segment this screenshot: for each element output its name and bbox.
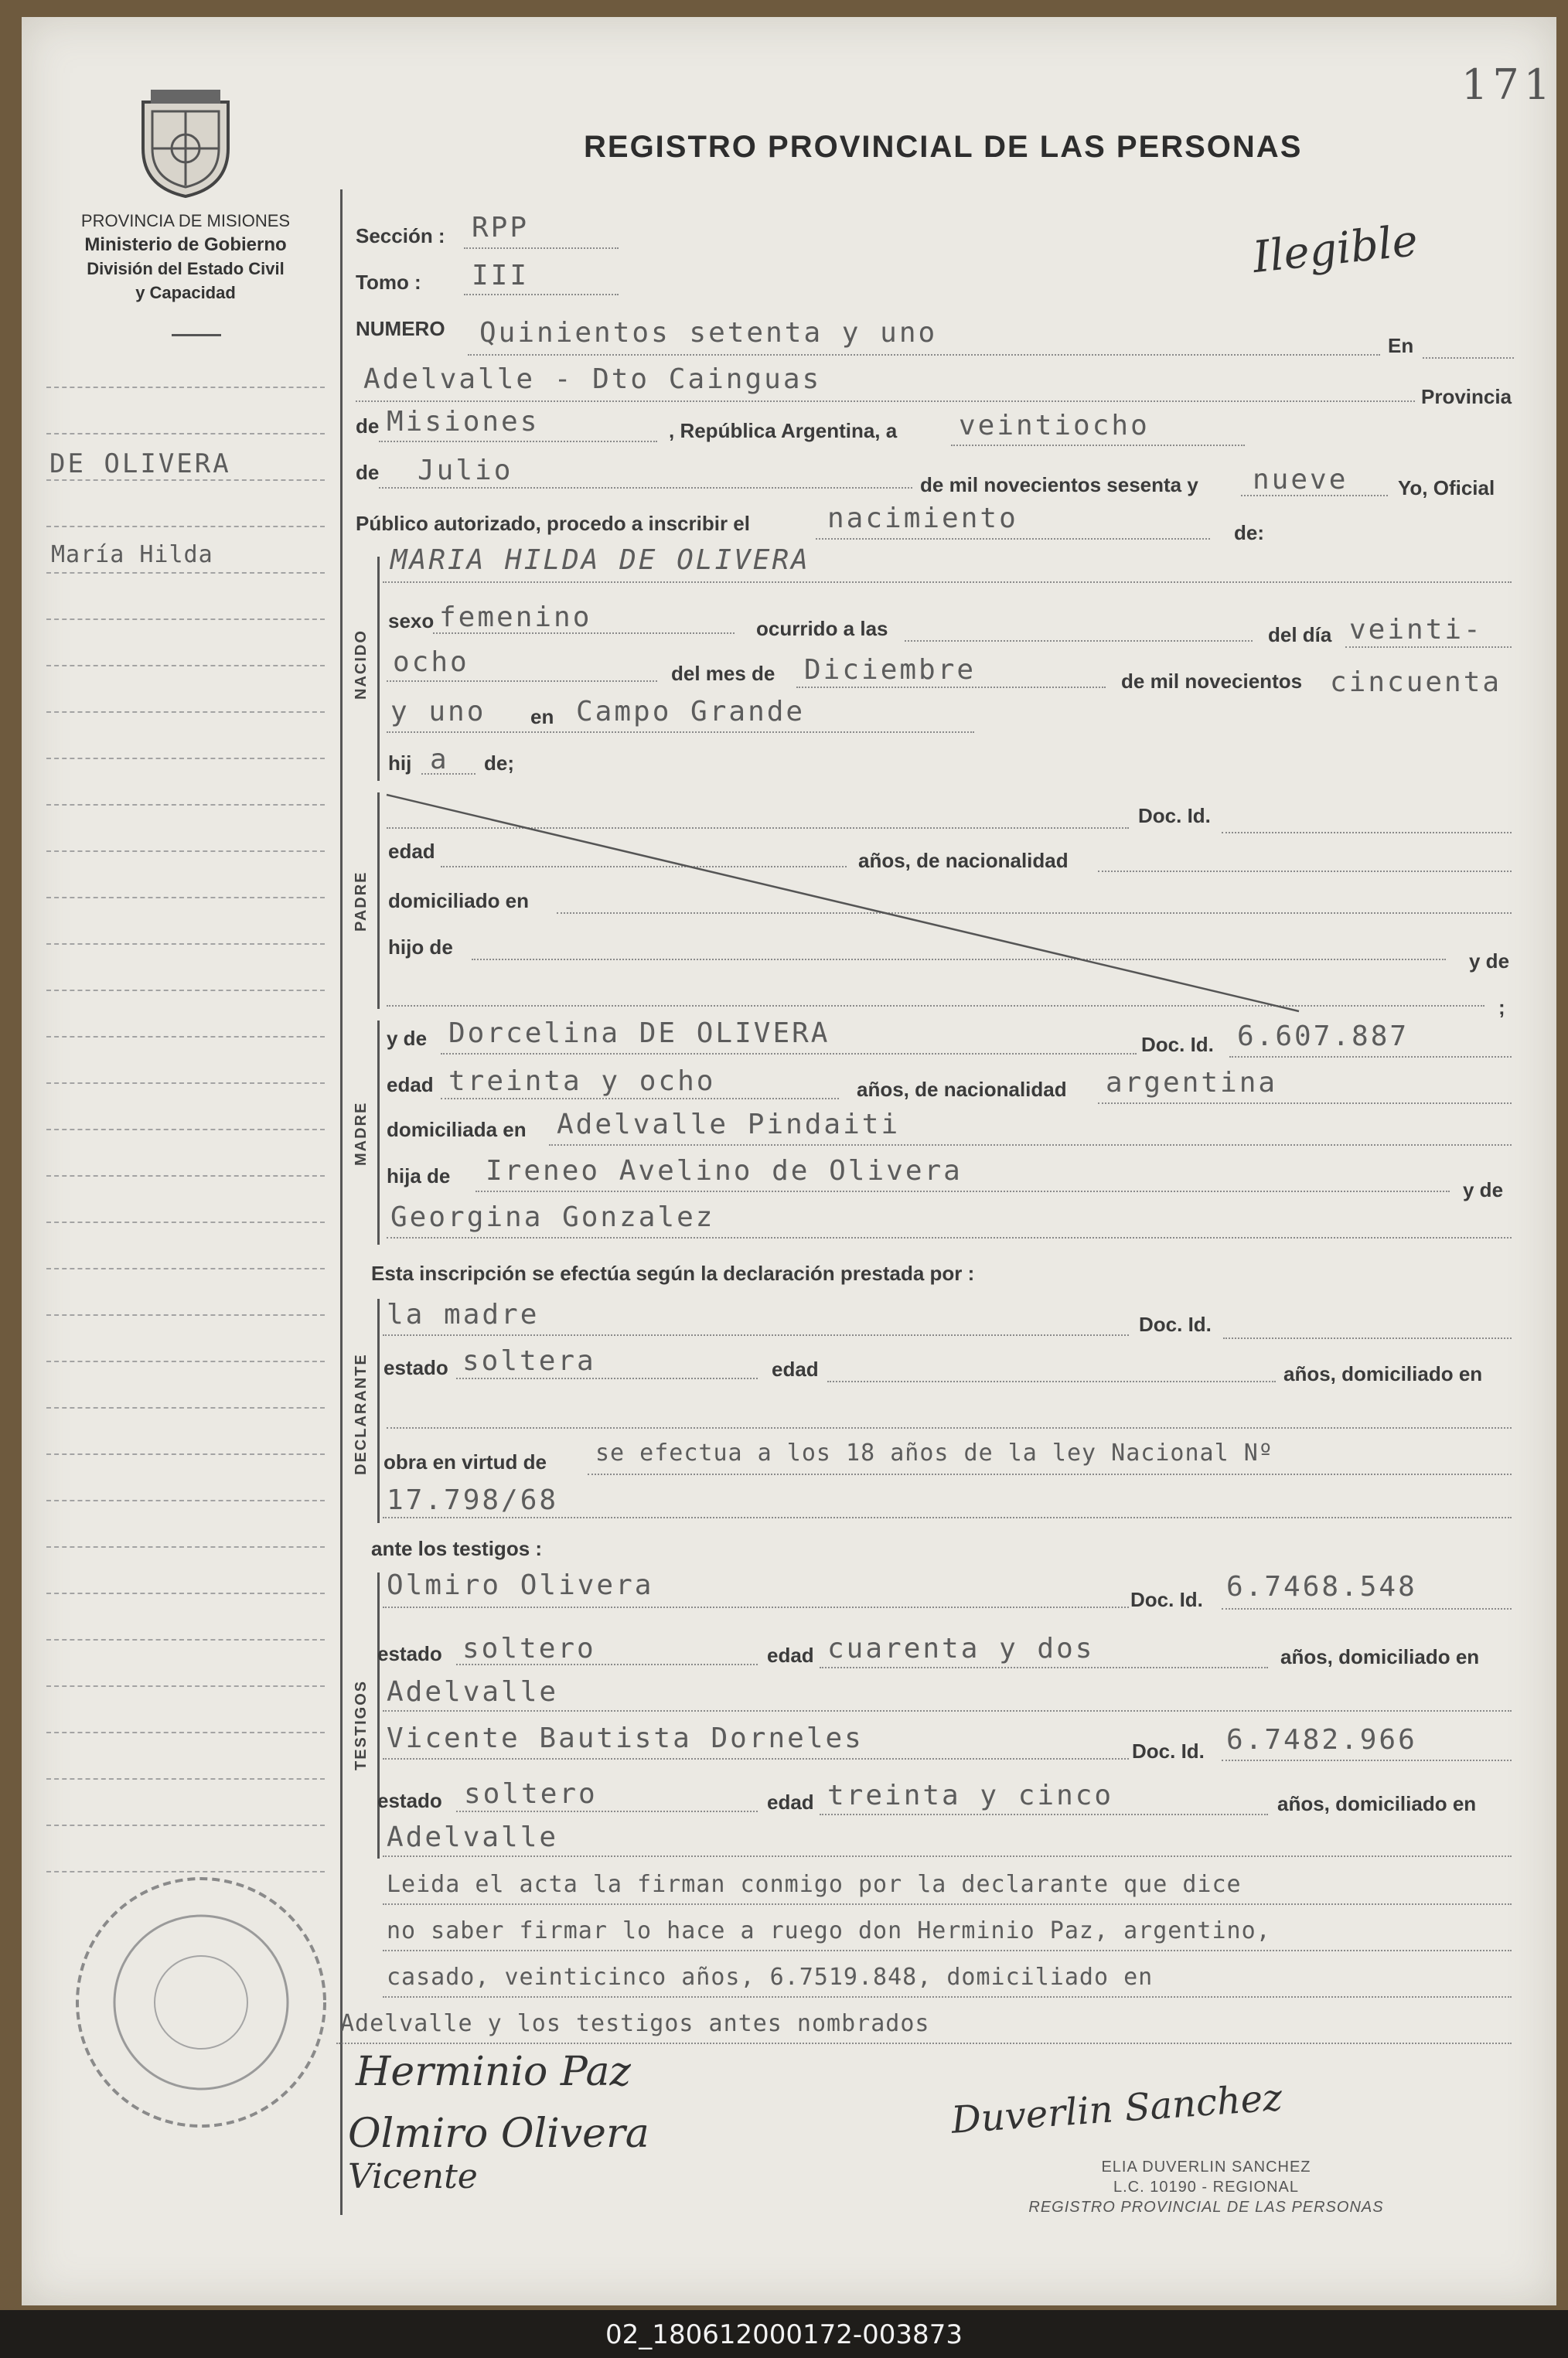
numero-label: NUMERO [356, 317, 445, 340]
note-line-2: no saber firmar lo hace a ruego don Herminio Paz, argentino, [387, 1917, 1271, 1944]
declarante-nombre: la madre [387, 1299, 540, 1331]
republica-label: , República Argentina, a [669, 419, 898, 442]
madre-yde2-label: y de [1463, 1178, 1504, 1201]
note-line-4: Adelvalle y los testigos antes nombrados [340, 2010, 930, 2037]
page-title: REGISTRO PROVINCIAL DE LAS PERSONAS [584, 130, 1303, 164]
nacido-mes-value: Diciembre [804, 654, 977, 686]
testigo1-estado: soltero [462, 1633, 596, 1665]
seccion-label: Sección : [356, 224, 445, 247]
madre-nac-label: años, de nacionalidad [857, 1078, 1067, 1101]
declarante-intro: Esta inscripción se efectúa según la declaración prestada por : [371, 1262, 975, 1285]
official-signature: Duverlin Sanchez [949, 2076, 1284, 2142]
madre-nac-value: argentina [1106, 1067, 1278, 1099]
signature-3: Vicente [348, 2157, 478, 2196]
madre-name: Dorcelina DE OLIVERA [448, 1017, 830, 1049]
testigos-bracket [377, 1573, 380, 1859]
anio-label: de mil novecientos sesenta y [920, 473, 1198, 496]
official-stamp [1028, 2157, 1384, 2217]
en-label: En [1388, 334, 1414, 357]
testigo2-edad: treinta y cinco [827, 1780, 1114, 1811]
madre-bracket [377, 1021, 380, 1245]
testigos-intro: ante los testigos : [371, 1537, 543, 1560]
madre-madre-value: Georgina Gonzalez [390, 1201, 715, 1233]
mil-label: de mil novecientos [1121, 670, 1303, 693]
madre-dom-value: Adelvalle Pindaiti [557, 1109, 901, 1140]
sexo-value: femenino [439, 601, 592, 633]
madre-dom-label: domiciliada en [387, 1118, 527, 1141]
testigo1-edad-label: edad [767, 1644, 814, 1667]
testigo1-name: Olmiro Olivera [387, 1569, 654, 1601]
sexo-label: sexo [388, 609, 435, 632]
madre-edad-label: edad [387, 1073, 434, 1096]
madre-doc-value: 6.607.887 [1237, 1021, 1409, 1052]
official-dni: L.C. 10190 - REGIONAL [1113, 2179, 1299, 2196]
padre-nac-label: años, de nacionalidad [858, 849, 1069, 872]
handwritten-scribble: Ilegible [1250, 216, 1420, 283]
declarante-obra-value-2: 17.798/68 [387, 1484, 559, 1516]
agency-ministry: Ministerio de Gobierno [84, 234, 287, 255]
hij-value: a [430, 744, 449, 775]
dia-value: veintiocho [959, 410, 1150, 441]
hij-label: hij [388, 751, 412, 775]
declarante-edad-label: edad [772, 1358, 819, 1381]
nacido-dia-value-1: veinti- [1349, 614, 1483, 646]
de-label: de [356, 414, 380, 438]
padre-semicolon: ; [1498, 996, 1505, 1019]
anio-value: nueve [1253, 464, 1348, 496]
signature-1: Herminio Paz [356, 2049, 631, 2095]
declarante-doc-label: Doc. Id. [1139, 1313, 1212, 1336]
testigo2-doc-label: Doc. Id. [1132, 1740, 1205, 1763]
declarante-dom-label: años, domiciliado en [1283, 1362, 1483, 1385]
testigo1-doc-label: Doc. Id. [1130, 1588, 1203, 1611]
testigo1-edad: cuarenta y dos [827, 1633, 1095, 1665]
padre-dom-label: domiciliado en [388, 889, 530, 912]
testigo2-doc: 6.7482.966 [1226, 1724, 1417, 1756]
publico-label: Público autorizado, procedo a inscribir el [356, 512, 750, 535]
padre-hijo-label: hijo de [388, 935, 453, 959]
nacido-de-label: de; [484, 751, 514, 775]
nacido-anio-value-1: cincuenta [1330, 666, 1502, 698]
padre-doc-label: Doc. Id. [1138, 804, 1211, 827]
testigo2-edad-label: edad [767, 1791, 814, 1814]
numero-value: Quinientos setenta y uno [479, 317, 938, 349]
madre-hija-label: hija de [387, 1164, 451, 1188]
testigo2-dom-label: años, domiciliado en [1277, 1792, 1477, 1815]
testigos-section-label: TESTIGOS [353, 1679, 370, 1770]
nacido-dia-value-2: ocho [393, 646, 469, 678]
testigo2-name: Vicente Bautista Dorneles [387, 1722, 864, 1754]
nacido-anio-value-2: y uno [390, 696, 486, 728]
padre-section-label: PADRE [353, 871, 370, 932]
padre-edad-label: edad [388, 840, 435, 863]
ocurrido-label: ocurrido a las [756, 617, 888, 640]
agency-capacity: y Capacidad [135, 283, 236, 302]
testigo1-estado-label: estado [377, 1642, 442, 1665]
del-dia-label: del día [1268, 623, 1332, 646]
note-line-1: Leida el acta la firman conmigo por la declarante que dice [387, 1871, 1242, 1898]
declarante-estado-value: soltera [462, 1345, 596, 1377]
provincia-value: Misiones [387, 406, 540, 438]
testigo1-dom: Adelvalle [387, 1676, 559, 1708]
declarante-estado-label: estado [383, 1356, 448, 1379]
circular-stamp-icon [70, 1871, 332, 2134]
padre-yde-label: y de [1469, 949, 1510, 973]
provincia-label: Provincia [1421, 385, 1512, 408]
tomo-label: Tomo : [356, 271, 421, 294]
page-number: 171 [1461, 60, 1556, 109]
acto-value: nacimiento [827, 503, 1018, 534]
testigo2-estado: soltero [464, 1778, 598, 1810]
tomo-value: III [472, 260, 530, 291]
lugar-value: Campo Grande [576, 696, 806, 728]
agency-division: División del Estado Civil [87, 259, 285, 278]
testigo2-dom: Adelvalle [387, 1821, 559, 1853]
note-line-3: casado, veinticinco años, 6.7519.848, domiciliado en [387, 1964, 1154, 1991]
official-name: ELIA DUVERLIN SANCHEZ [1101, 2159, 1311, 2176]
madre-yde-label: y de [387, 1027, 428, 1050]
seccion-value: RPP [472, 212, 530, 244]
madre-padre-value: Ireneo Avelino de Olivera [486, 1155, 963, 1187]
official-registry: REGISTRO PROVINCIAL DE LAS PERSONAS [1028, 2199, 1384, 2216]
document-id: 02_180612000172-003873 [605, 2319, 963, 2350]
mes-value: Julio [418, 455, 513, 486]
oficial-label: Yo, Oficial [1398, 476, 1495, 499]
nacido-en-label: en [530, 705, 554, 728]
testigo1-doc: 6.7468.548 [1226, 1571, 1417, 1603]
margin-surname: DE OLIVERA [49, 448, 231, 479]
declarante-bracket [377, 1299, 380, 1523]
localidad-value: Adelvalle - Dto Cainguas [363, 363, 822, 395]
madre-section-label: MADRE [353, 1101, 370, 1166]
declarante-section-label: DECLARANTE [353, 1353, 370, 1475]
declarante-obra-label: obra en virtud de [383, 1450, 547, 1474]
nacido-name: MARIA HILDA DE OLIVERA [390, 544, 810, 576]
margin-given-names: María Hilda [51, 541, 213, 568]
del-mes-label: del mes de [671, 662, 775, 685]
agency-province: PROVINCIA DE MISIONES [80, 211, 291, 230]
declarante-obra-value-1: se efectua a los 18 años de la ley Nacional Nº [595, 1440, 1273, 1467]
testigo1-dom-label: años, domiciliado en [1280, 1645, 1480, 1668]
madre-edad-value: treinta y ocho [448, 1065, 716, 1097]
signature-2: Olmiro Olivera [348, 2111, 649, 2157]
nacido-section-label: NACIDO [353, 629, 370, 700]
de-colon-label: de: [1234, 521, 1264, 544]
de-label-2: de [356, 461, 380, 484]
testigo2-estado-label: estado [377, 1789, 442, 1812]
madre-doc-label: Doc. Id. [1141, 1033, 1214, 1056]
